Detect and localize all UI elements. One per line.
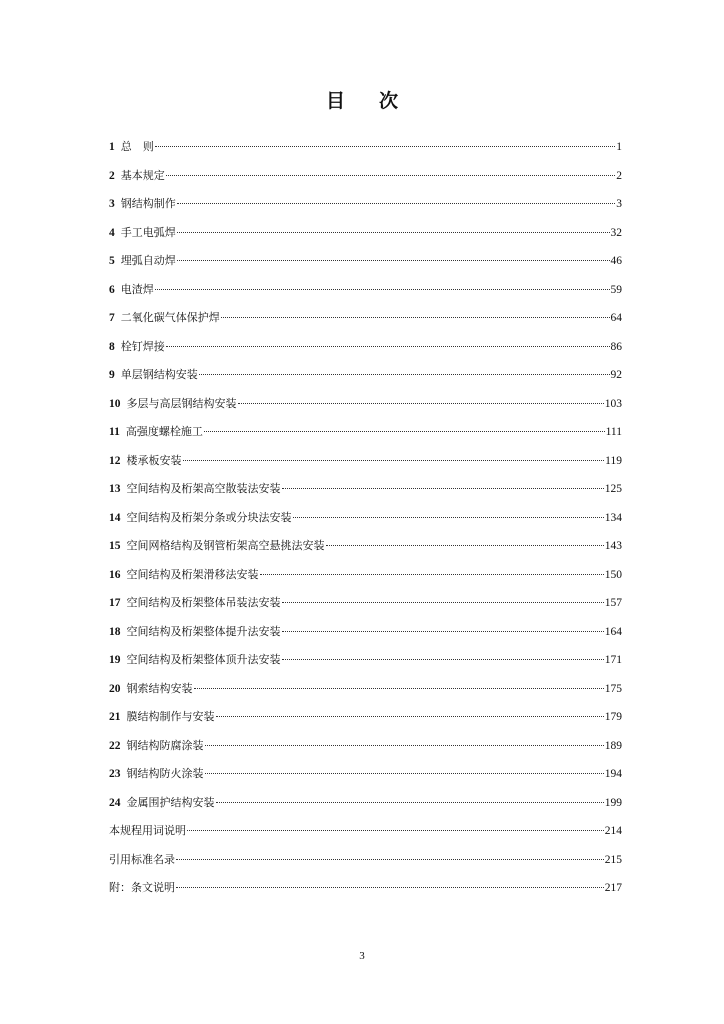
toc-entry-page: 46 xyxy=(610,255,622,267)
toc-leader-dots xyxy=(205,745,604,746)
toc-entry-page: 86 xyxy=(610,340,622,353)
toc-leader-dots xyxy=(293,517,604,518)
toc-entry-number: 1 xyxy=(109,141,115,153)
toc-entry[interactable] xyxy=(109,475,622,504)
page-title xyxy=(0,86,724,113)
toc-entry[interactable] xyxy=(109,333,622,362)
toc-entry-label: 空间结构及桁架滑移法安装 xyxy=(126,567,259,581)
table-of-contents xyxy=(109,133,622,903)
toc-entry-page: 175 xyxy=(604,682,622,695)
toc-entry-number: 5 xyxy=(109,255,115,267)
toc-entry-page: 92 xyxy=(610,369,622,381)
toc-entry-page: 214 xyxy=(604,825,622,837)
toc-entry-page: 2 xyxy=(616,169,622,182)
toc-entry[interactable] xyxy=(109,760,622,789)
toc-entry-label: 基本规定 xyxy=(120,168,165,182)
toc-leader-dots xyxy=(166,346,610,347)
toc-entry[interactable] xyxy=(109,390,622,419)
toc-entry[interactable] xyxy=(109,703,622,732)
toc-entry-number: 14 xyxy=(109,511,121,524)
toc-entry-label: 附：条文说明 xyxy=(109,881,175,894)
toc-entry-page: 111 xyxy=(605,426,622,438)
toc-entry-page: 179 xyxy=(604,711,622,723)
toc-entry-label: 钢结构防火涂装 xyxy=(126,767,204,780)
toc-entry-page: 194 xyxy=(604,768,622,780)
toc-entry-number: 24 xyxy=(109,796,121,809)
toc-entry-page: 157 xyxy=(604,597,622,609)
toc-leader-dots xyxy=(216,802,604,803)
toc-leader-dots xyxy=(216,716,604,717)
toc-leader-dots xyxy=(282,631,604,632)
toc-entry[interactable] xyxy=(109,418,622,447)
toc-leader-dots xyxy=(177,203,616,204)
toc-entry-label: 空间结构及桁架整体吊装法安装 xyxy=(126,596,281,609)
toc-entry-number: 20 xyxy=(109,682,121,695)
toc-entry-page: 125 xyxy=(604,483,622,495)
toc-entry-number: 18 xyxy=(109,625,121,638)
toc-entry-label: 电渣焊 xyxy=(120,282,154,296)
toc-entry[interactable] xyxy=(109,561,622,590)
toc-entry-label: 本规程用词说明 xyxy=(109,824,186,837)
toc-leader-dots xyxy=(199,374,610,375)
toc-leader-dots xyxy=(282,659,604,660)
toc-entry-label: 钢索结构安装 xyxy=(126,681,193,695)
toc-entry-number: 21 xyxy=(109,711,121,723)
toc-entry-page: 64 xyxy=(610,312,622,324)
toc-entry[interactable] xyxy=(109,732,622,761)
toc-entry[interactable] xyxy=(109,304,622,333)
toc-entry-page: 171 xyxy=(604,654,622,666)
toc-entry-label: 单层钢结构安装 xyxy=(120,368,198,381)
toc-entry-number: 11 xyxy=(109,426,120,438)
toc-leader-dots xyxy=(194,688,604,689)
toc-entry-page: 119 xyxy=(605,454,622,467)
toc-entry-page: 150 xyxy=(604,568,622,581)
toc-entry[interactable] xyxy=(109,504,622,533)
toc-entry-label: 栓钉焊接 xyxy=(120,339,165,353)
toc-entry-page: 143 xyxy=(604,540,622,552)
toc-leader-dots xyxy=(282,488,604,489)
toc-entry-label: 楼承板安装 xyxy=(126,453,182,467)
title-char-2: 次 xyxy=(379,90,399,112)
toc-leader-dots xyxy=(155,146,616,147)
toc-entry-number: 7 xyxy=(109,312,115,324)
toc-entry-number: 17 xyxy=(109,597,121,609)
toc-entry-page: 215 xyxy=(604,853,622,866)
toc-entry[interactable] xyxy=(109,133,622,162)
toc-entry[interactable] xyxy=(109,276,622,305)
toc-entry-page: 134 xyxy=(604,511,622,524)
toc-entry-number: 9 xyxy=(109,369,115,381)
toc-entry-label: 引用标准名录 xyxy=(109,852,175,866)
toc-leader-dots xyxy=(260,574,604,575)
toc-entry[interactable] xyxy=(109,846,622,875)
toc-entry-page: 217 xyxy=(604,882,622,894)
toc-entry-label: 空间结构及桁架高空散装法安装 xyxy=(126,482,281,495)
toc-entry-number: 6 xyxy=(109,283,115,296)
toc-entry-label: 总 则 xyxy=(120,140,154,153)
page-number: 3 xyxy=(359,950,365,962)
toc-entry-page: 3 xyxy=(616,198,622,210)
toc-leader-dots xyxy=(187,830,604,831)
toc-leader-dots xyxy=(176,859,604,860)
toc-entry[interactable] xyxy=(109,162,622,191)
toc-entry-number: 12 xyxy=(109,454,121,467)
toc-entry-number: 16 xyxy=(109,568,121,581)
toc-entry-number: 2 xyxy=(109,169,115,182)
toc-entry-page: 164 xyxy=(604,625,622,638)
toc-leader-dots xyxy=(183,460,605,461)
toc-leader-dots xyxy=(166,175,616,176)
toc-entry-number: 3 xyxy=(109,198,115,210)
toc-entry-label: 空间结构及桁架分条或分块法安装 xyxy=(126,510,292,524)
toc-entry-number: 15 xyxy=(109,540,121,552)
toc-entry-page: 59 xyxy=(610,283,622,296)
toc-entry-label: 金属围护结构安装 xyxy=(126,795,215,809)
toc-entry-page: 103 xyxy=(604,397,622,410)
toc-leader-dots xyxy=(204,431,605,432)
toc-entry[interactable] xyxy=(109,447,622,476)
toc-leader-dots xyxy=(155,289,610,290)
toc-entry-label: 二氧化碳气体保护焊 xyxy=(120,311,220,324)
toc-entry-number: 8 xyxy=(109,340,115,353)
title-char-1: 目 xyxy=(325,90,345,112)
toc-entry[interactable] xyxy=(109,675,622,704)
toc-entry-label: 手工电弧焊 xyxy=(120,225,176,239)
toc-entry-page: 1 xyxy=(616,141,622,153)
toc-entry-label: 多层与高层钢结构安装 xyxy=(126,396,237,410)
toc-leader-dots xyxy=(221,317,610,318)
toc-entry[interactable] xyxy=(109,618,622,647)
toc-entry-number: 13 xyxy=(109,483,121,495)
toc-entry[interactable] xyxy=(109,247,622,276)
toc-entry-number: 4 xyxy=(109,226,115,239)
toc-entry-label: 钢结构制作 xyxy=(120,197,176,210)
toc-entry-label: 空间网格结构及钢管桁架高空悬挑法安装 xyxy=(126,539,325,552)
toc-entry[interactable] xyxy=(109,646,622,675)
toc-entry-page: 199 xyxy=(604,796,622,809)
toc-entry-label: 埋弧自动焊 xyxy=(120,254,176,267)
toc-entry[interactable] xyxy=(109,361,622,390)
toc-leader-dots xyxy=(176,887,604,888)
toc-entry-number: 19 xyxy=(109,654,121,666)
toc-entry-number: 22 xyxy=(109,739,121,752)
toc-leader-dots xyxy=(282,602,604,603)
toc-leader-dots xyxy=(177,260,610,261)
toc-entry-label: 空间结构及桁架整体提升法安装 xyxy=(126,624,281,638)
toc-leader-dots xyxy=(326,545,604,546)
toc-entry[interactable] xyxy=(109,190,622,219)
toc-entry-number: 23 xyxy=(109,768,121,780)
toc-entry[interactable] xyxy=(109,789,622,818)
toc-entry-page: 189 xyxy=(604,739,622,752)
toc-entry[interactable] xyxy=(109,589,622,618)
toc-leader-dots xyxy=(238,403,604,404)
toc-entry-number: 10 xyxy=(109,397,121,410)
toc-entry[interactable] xyxy=(109,817,622,846)
toc-entry-label: 空间结构及桁架整体顶升法安装 xyxy=(126,653,281,666)
toc-entry[interactable] xyxy=(109,532,622,561)
toc-entry[interactable] xyxy=(109,874,622,903)
toc-entry-label: 高强度螺栓施工 xyxy=(125,425,203,438)
toc-leader-dots xyxy=(177,232,610,233)
toc-entry-label: 钢结构防腐涂装 xyxy=(126,738,204,752)
toc-entry-page: 32 xyxy=(610,226,622,239)
toc-entry[interactable] xyxy=(109,219,622,248)
toc-entry-label: 膜结构制作与安装 xyxy=(126,710,215,723)
toc-leader-dots xyxy=(205,773,604,774)
